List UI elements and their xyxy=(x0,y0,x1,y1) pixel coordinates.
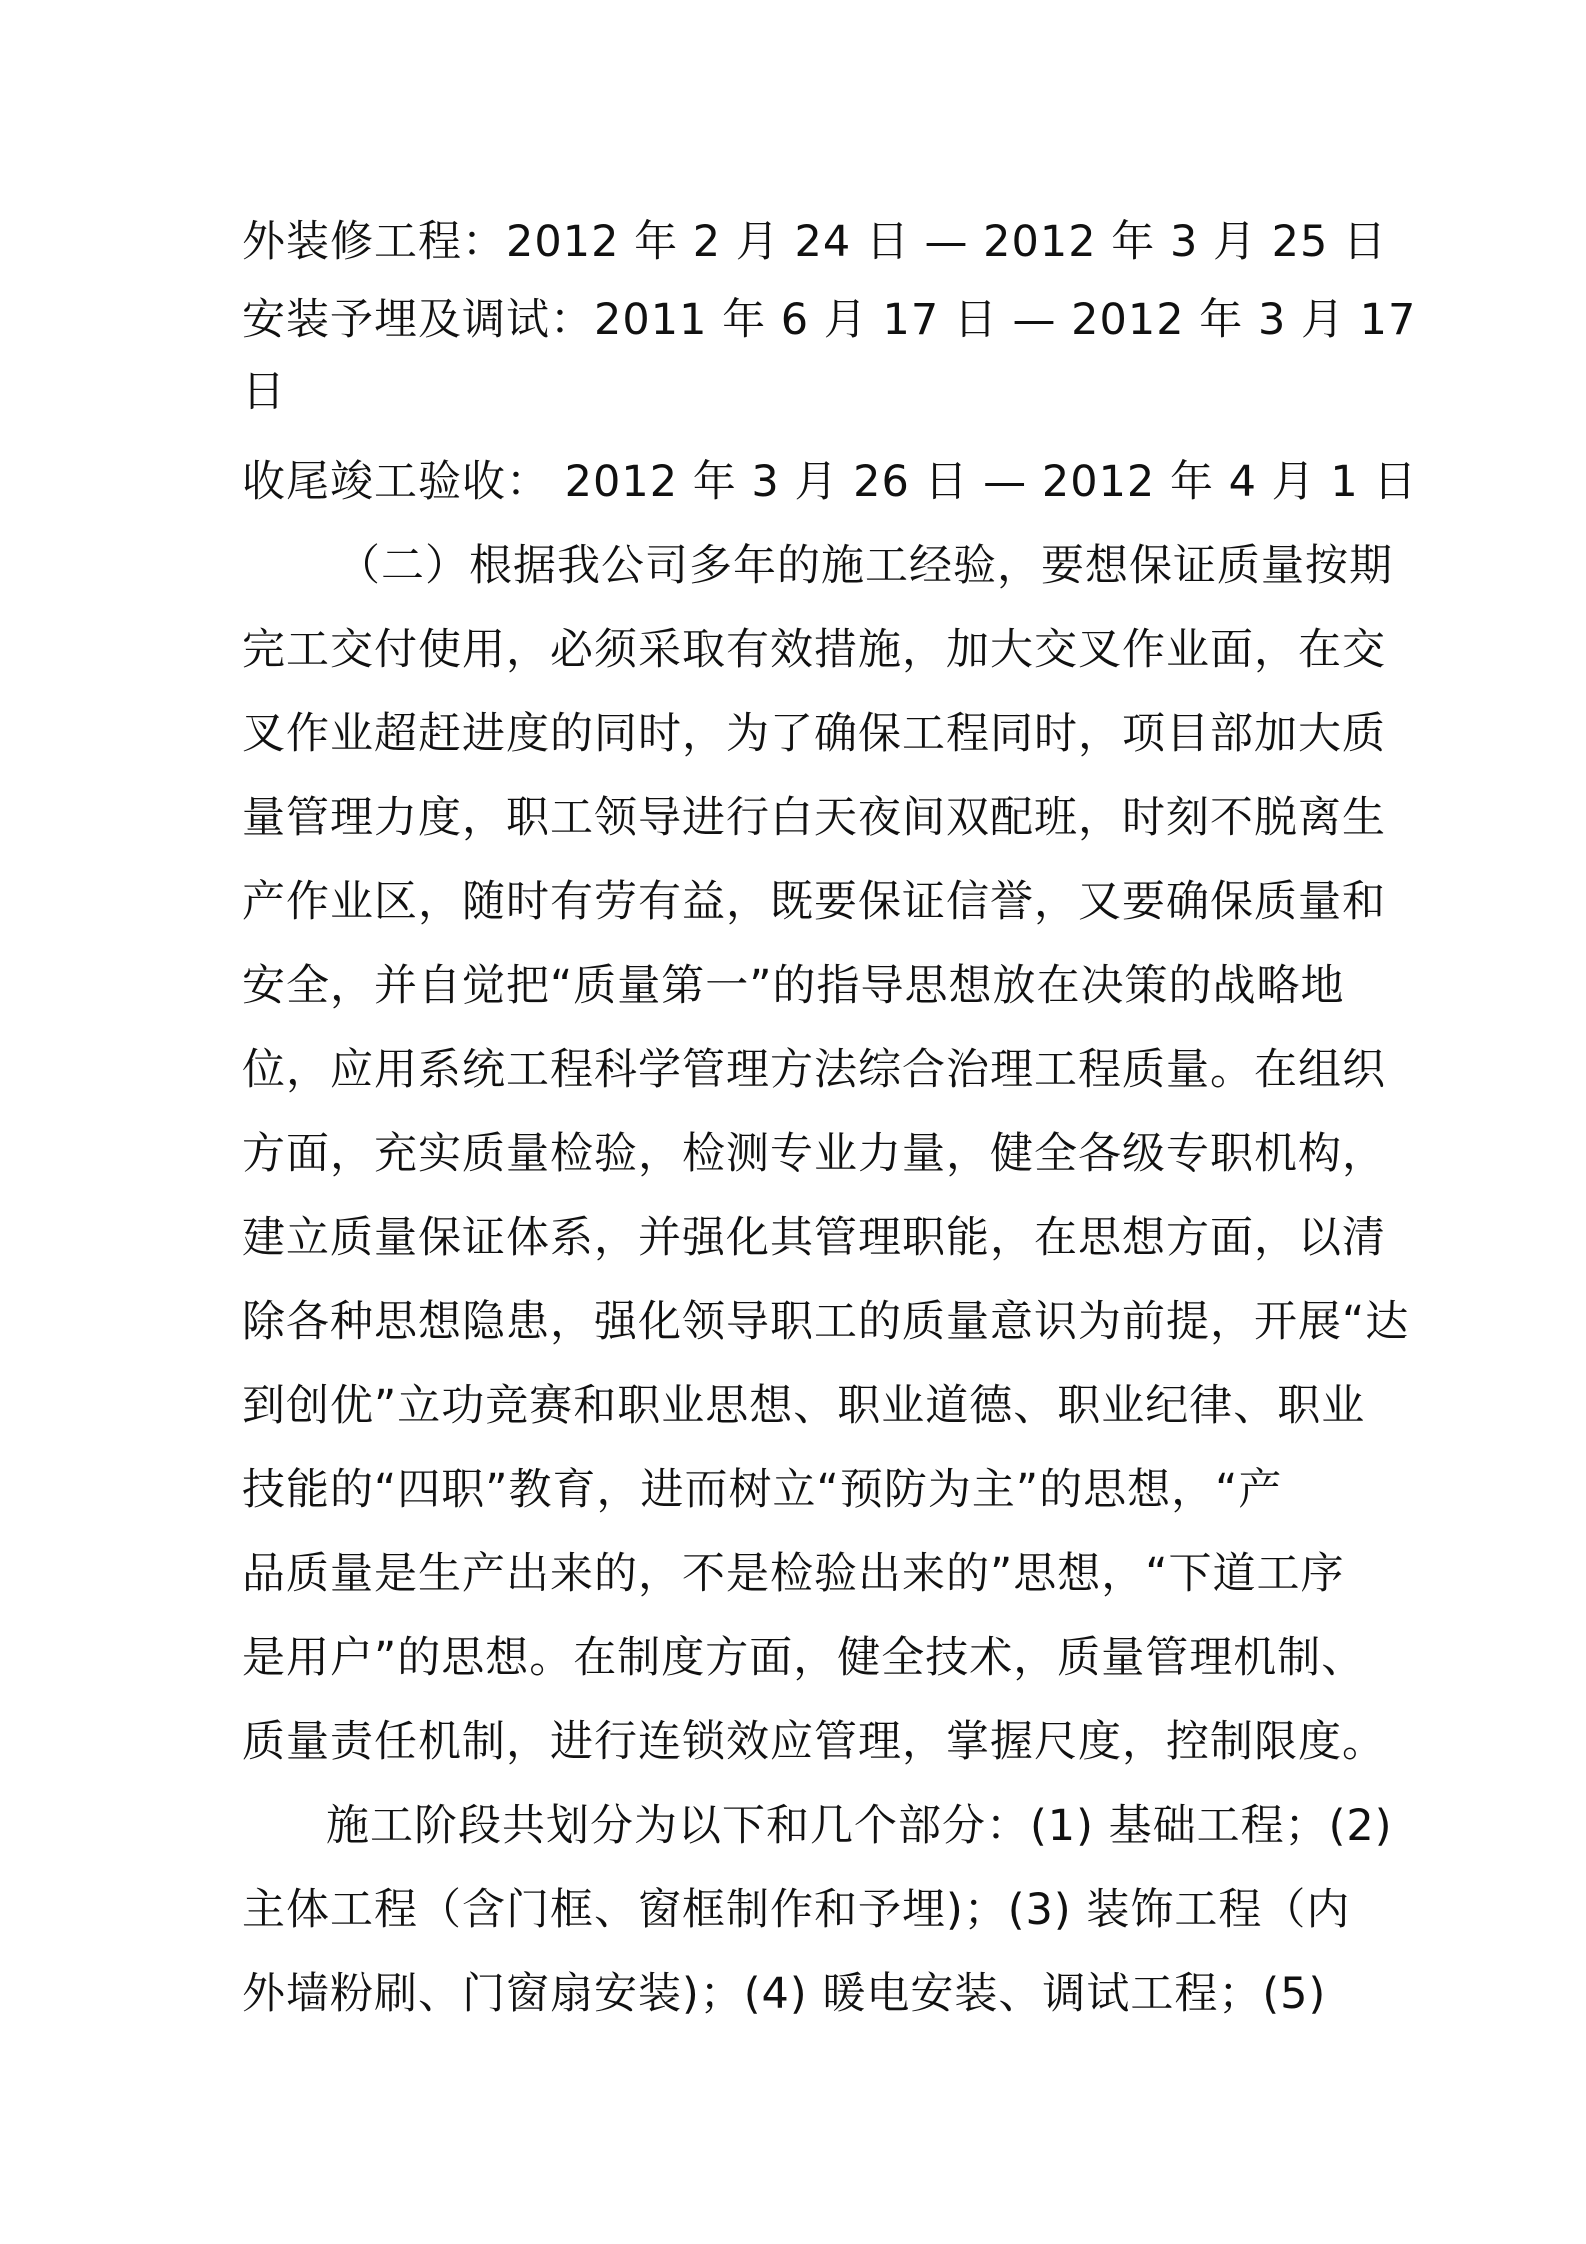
document-body xyxy=(242,200,1418,2036)
paragraph-line: 叉作业超赶进度的同时，为了确保工程同时，项目部加大质 xyxy=(242,709,1386,759)
paragraph-line: 安全，并自觉把“质量第一”的指导思想放在决策的战略地 xyxy=(242,961,1345,1011)
paragraph-line: 建立质量保证体系，并强化其管理职能，在思想方面，以清 xyxy=(242,1213,1386,1263)
exterior-decoration-schedule: 外装修工程：2012 年 2 月 24 日 — 2012 年 3 月 25 日 xyxy=(242,217,1388,267)
paragraph-line: 质量责任机制，进行连锁效应管理，掌握尺度，控制限度。 xyxy=(242,1717,1386,1767)
installation-schedule: 安装予埋及调试：2011 年 6 月 17 日 — 2012 年 3 月 17 xyxy=(242,295,1417,345)
paragraph-line: 产作业区，随时有劳有益，既要保证信誉，又要确保质量和 xyxy=(242,877,1386,927)
paragraph-line: 完工交付使用，必须采取有效措施，加大交叉作业面，在交 xyxy=(242,625,1386,675)
paragraph-line: 施工阶段共划分为以下和几个部分：(1) 基础工程；(2) xyxy=(326,1801,1393,1851)
paragraph-line: 方面，充实质量检验，检测专业力量，健全各级专职机构， xyxy=(242,1129,1386,1179)
paragraph-line: 到创优”立功竞赛和职业思想、职业道德、职业纪律、职业 xyxy=(242,1381,1366,1431)
paragraph-line: 是用户”的思想。在制度方面，健全技术，质量管理机制、 xyxy=(242,1633,1366,1683)
paragraph-line: 品质量是生产出来的，不是检验出来的”思想，“下道工序 xyxy=(242,1549,1345,1599)
paragraph-line: 量管理力度，职工领导进行白天夜间双配班，时刻不脱离生 xyxy=(242,793,1386,843)
paragraph-line: 外墙粉刷、门窗扇安装)；(4) 暖电安装、调试工程；(5) xyxy=(242,1969,1327,2019)
paragraph-line: 除各种思想隐患，强化领导职工的质量意识为前提，开展“达 xyxy=(242,1297,1410,1347)
paragraph-line: 技能的“四职”教育，进而树立“预防为主”的思想，“产 xyxy=(242,1465,1283,1515)
paragraph-line: （二）根据我公司多年的施工经验，要想保证质量按期 xyxy=(337,541,1393,591)
paragraph-quality-assurance xyxy=(242,524,1410,1784)
completion-acceptance-schedule: 收尾竣工验收： 2012 年 3 月 26 日 — 2012 年 4 月 1 日 xyxy=(242,457,1418,507)
paragraph-construction-stages xyxy=(242,1784,1393,2036)
paragraph-line: 位，应用系统工程科学管理方法综合治理工程质量。在组织 xyxy=(242,1045,1386,1095)
paragraph-line: 主体工程（含门框、窗框制作和予埋)；(3) 装饰工程（内 xyxy=(242,1885,1351,1935)
installation-schedule-wrap: 日 xyxy=(242,367,286,417)
